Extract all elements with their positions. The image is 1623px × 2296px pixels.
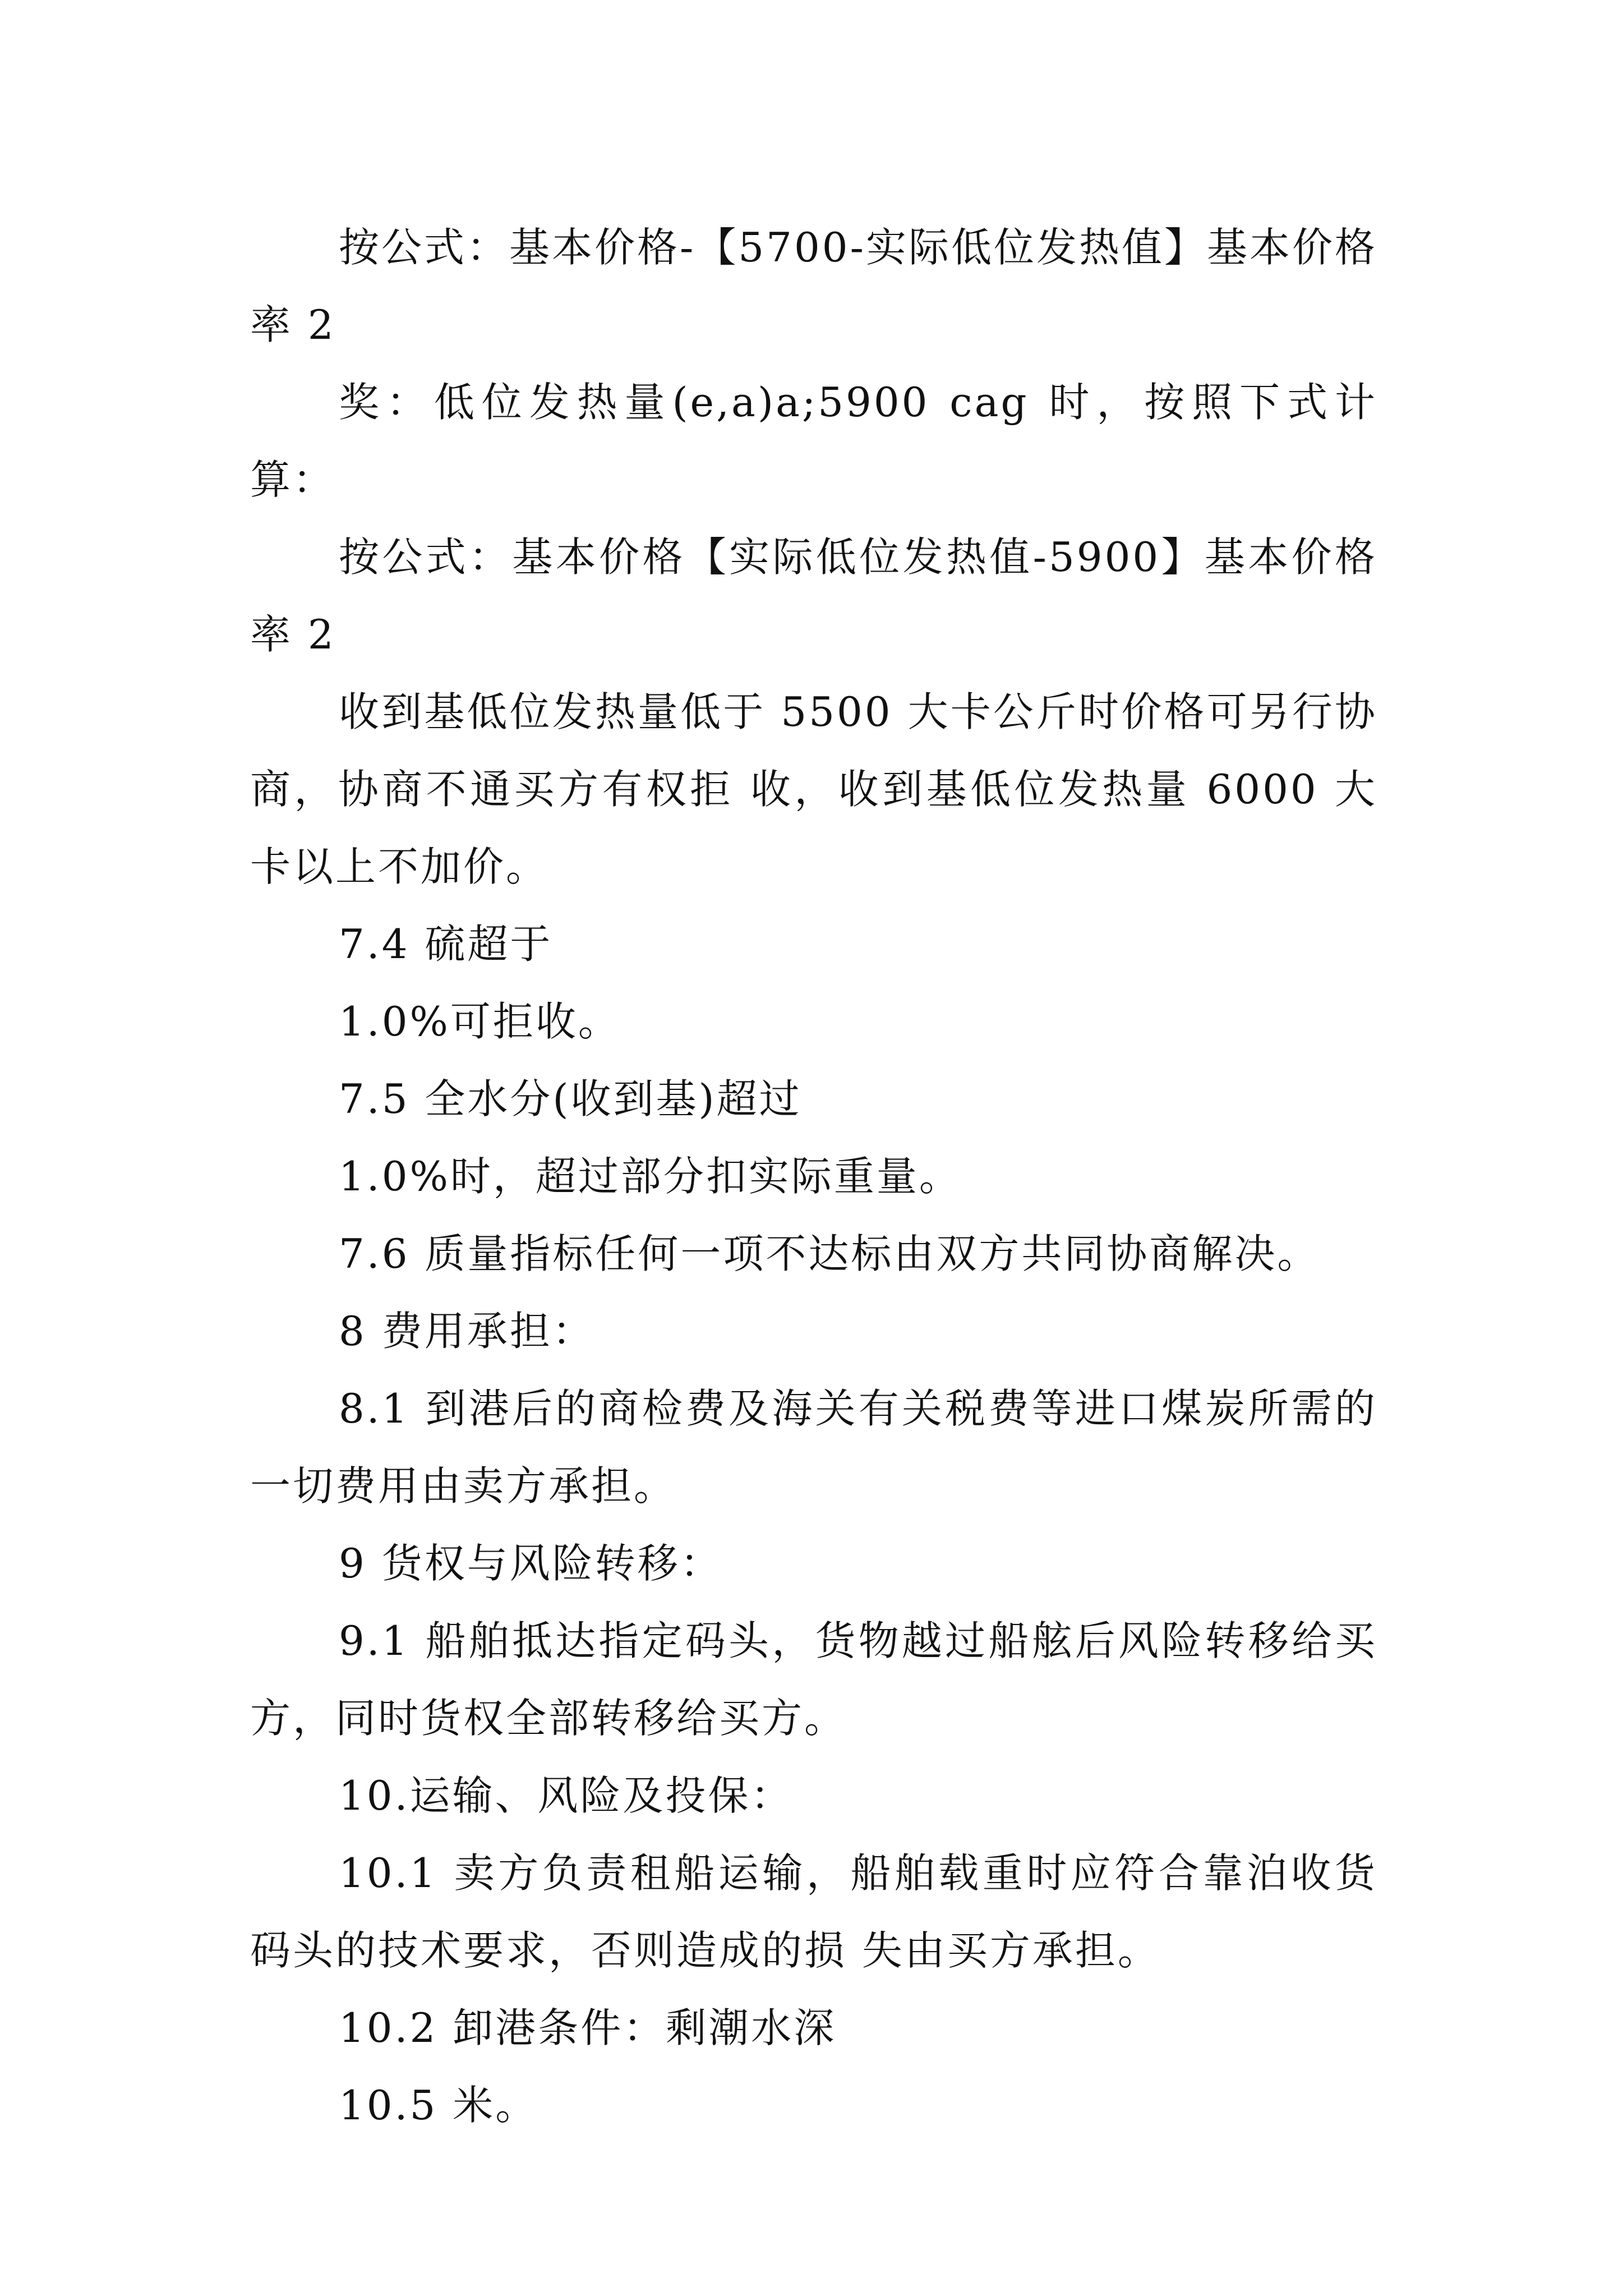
paragraph-9-1-transfer: 9.1 船舶抵达指定码头，货物越过船舷后风险转移给买方，同时货权全部转移给买方。: [250, 1617, 1377, 1742]
heading-10-transport: 10.运输、风险及投保：: [339, 1772, 794, 1819]
heading-9-title-risk: 9 货权与风险转移：: [339, 1540, 723, 1587]
paragraph-formula-bonus: 按公式：基本价格【实际低位发热值-5900】基本价格率 2: [250, 533, 1377, 658]
paragraph-10-2-unloading: 10.2 卸港条件：剩潮水深: [339, 2004, 837, 2051]
paragraph-moisture-deduction: 1.0%时，超过部分扣实际重量。: [339, 1153, 962, 1200]
paragraph-7-5-moisture: 7.5 全水分(收到基)超过: [339, 1075, 802, 1122]
paragraph-water-depth: 10.5 米。: [339, 2082, 538, 2129]
heading-8-costs: 8 费用承担：: [339, 1308, 595, 1355]
paragraph-bonus-condition: 奖：低位发热量(e,a)a;5900 cag 时，按照下式计算：: [250, 379, 1377, 503]
document-body: [250, 209, 1377, 2144]
paragraph-7-4-sulfur: 7.4 硫超于: [339, 921, 553, 968]
paragraph-sulfur-reject: 1.0%可拒收。: [339, 998, 621, 1045]
paragraph-7-6-quality: 7.6 质量指标任何一项不达标由双方共同协商解决。: [339, 1230, 1320, 1277]
paragraph-10-1-shipping: 10.1 卖方负责租船运输，船舶载重时应符合靠泊收货码头的技术要求，否则造成的损 失由买方承担。: [250, 1849, 1377, 1974]
paragraph-8-1-fees: 8.1 到港后的商检费及海关有关税费等进口煤炭所需的一切费用由卖方承担。: [250, 1385, 1377, 1510]
paragraph-calorific-negotiation: 收到基低位发热量低于 5500 大卡公斤时价格可另行协商，协商不通买方有权拒 收，收到基低位发热量 6000 大卡以上不加价。: [250, 688, 1377, 890]
paragraph-formula-penalty: 按公式：基本价格-【5700-实际低位发热值】基本价格率 2: [250, 224, 1377, 348]
